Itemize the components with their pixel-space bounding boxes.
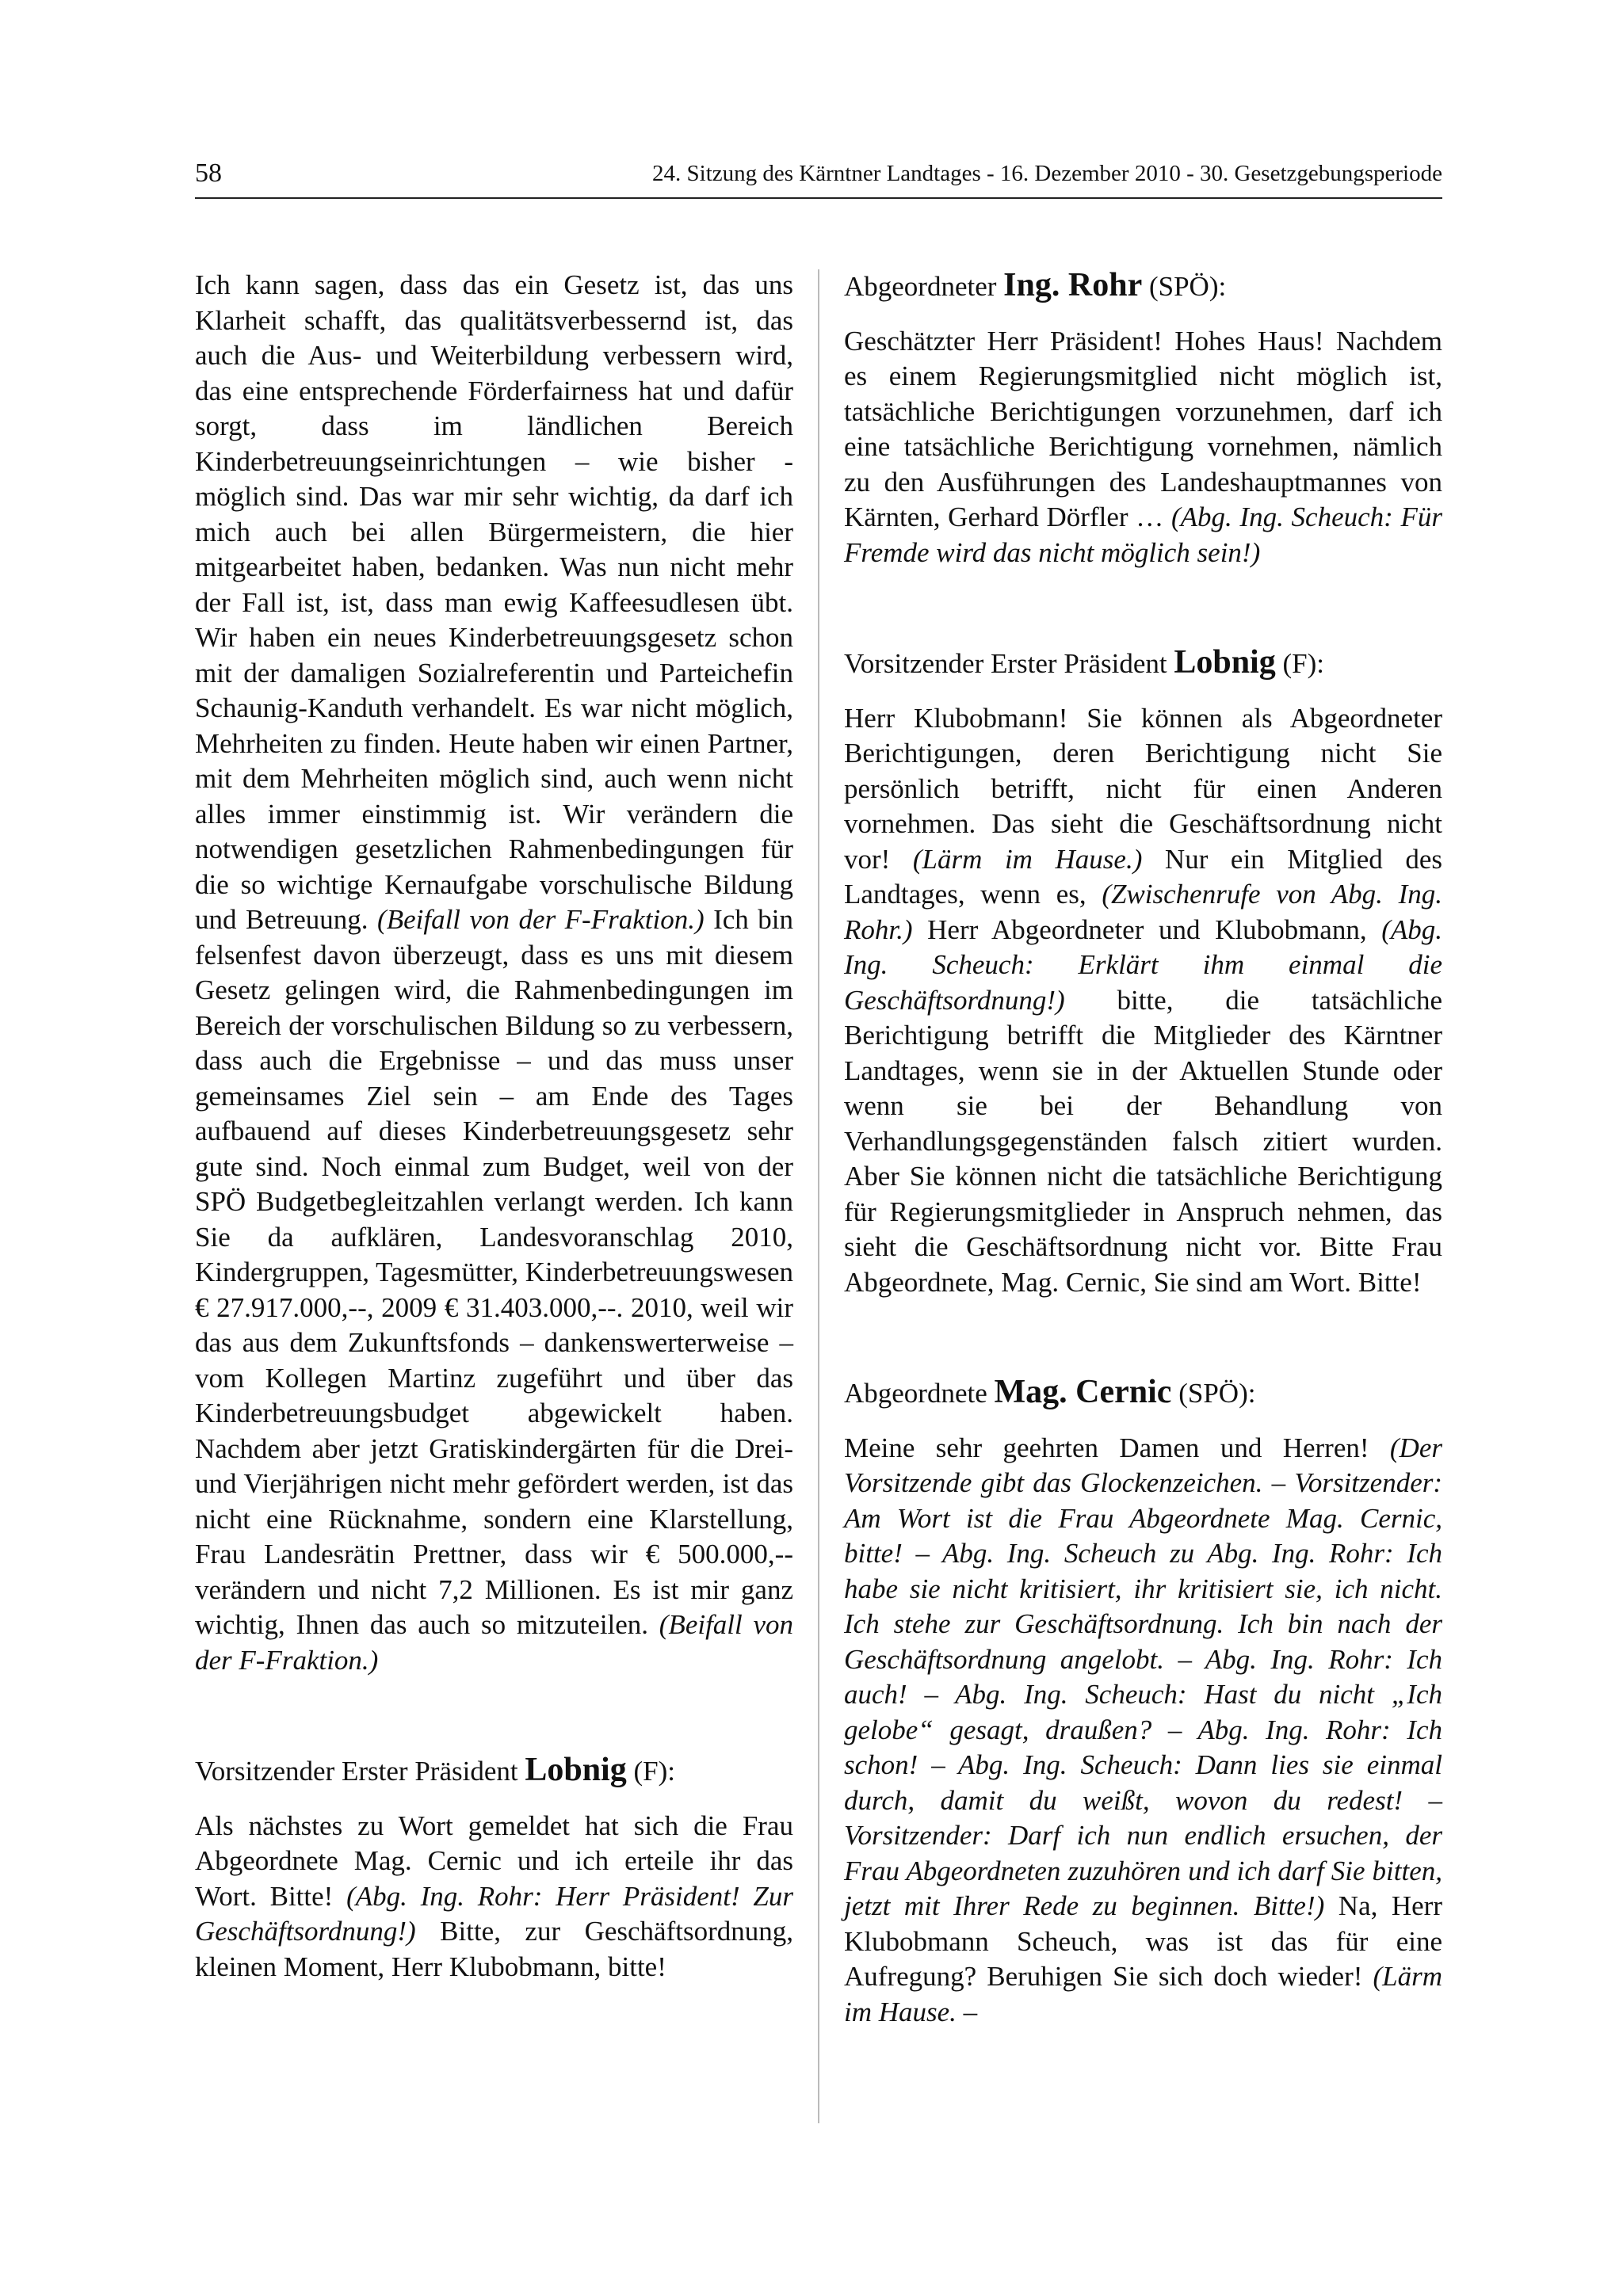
interjection: (Lärm im Hause.) (912, 843, 1143, 875)
interjection: (Der Vorsitzende gibt das Glockenzeichen. – Vorsitzender: Am Wort ist die Frau Abgeordnete Mag. Cernic, bitte! – Abg. Ing. Scheuch zu Abg. Ing. Rohr: Ich habe sie nicht kritisiert, ihr kritisiert sie, ich nicht. Ich stehe zur Geschäftsordnung. Ich bin nach der Geschäftsordnung angelobt. – Abg. Ing. Rohr: Ich auch! – Abg. Ing. Scheuch: Hast du nicht „Ich gelobe“ gesagt, draußen? – Abg. Ing. Rohr: Ich schon! – Abg. Ing. Scheuch: Dann lies sie einmal durch, damit du weißt, wovon du redest! – Vorsitzender: Darf ich nun endlich ersuchen, der Frau Abgeordneten zuzuhören und ich darf Sie bitten, jetzt mit Ihrer Rede zu beginnen. Bitte!) (844, 1432, 1442, 1921)
interjection: (Abg. Ing. Rohr: Herr Präsident! Zur Geschäftsordnung!) (195, 1880, 793, 1947)
speaker-name: Lobnig (525, 1752, 627, 1788)
speaker-party: (SPÖ): (1148, 271, 1227, 302)
interjection: (Lärm im Hause. – (844, 1961, 1443, 2027)
interjection: (Beifall von der F-Fraktion.) (377, 904, 705, 935)
interjection: (Abg. Ing. Scheuch: Erklärt ihm einmal die Geschäftsordnung!) (844, 913, 1442, 1016)
speaker-role: Vorsitzender Erster Präsident (195, 1756, 518, 1787)
speaker-party: (F): (1282, 648, 1324, 679)
speech-text: Ich kann sagen, dass das ein Gesetz ist, das uns Klarheit schafft, das qualitätsverbessernd ist, das auch die Aus- und Weiterbildung verbessern wird, das eine entsprechende Förderfairness hat und dafür sorgt, dass im ländlichen Bereich Kinderbetreuungseinrichtungen – wie bisher - möglich sind. Das war mir sehr wichtig, da darf ich mich auch bei allen Bürgermeistern, die hier mitgearbeitet haben, bedanken. Was nun nicht mehr der Fall ist, ist, dass man ewig Kaffeesudlesen übt. Wir haben ein neues Kinderbetreuungsgesetz schon mit der damaligen Sozialreferentin und Parteichefin Schaunig-Kanduth verhandelt. Es war nicht möglich, Mehrheiten zu finden. Heute haben wir einen Partner, mit dem Mehrheiten möglich sind, auch wenn nicht alles immer einstimmig ist. Wir verändern die notwendigen gesetzlichen Rahmenbedingungen für die so wichtige Kernaufgabe vorschulische Bildung und Betreuung. (195, 269, 793, 935)
speaker-role: Abgeordneter (844, 271, 997, 302)
speech-text: Na, Herr Klubobmann Scheuch, was ist das für eine Aufregung? Beruhigen Sie sich doch wieder! (844, 1890, 1442, 1992)
speech-paragraph (844, 701, 1442, 1301)
speech-paragraph (844, 1431, 1442, 2031)
speech-text: bitte, die tatsächliche Berichtigung betrifft die Mitglieder des Kärntner Landtages, wenn sie in der Aktuellen Stunde oder wenn sie bei der Behandlung von Verhandlungsgegenständen falsch zitiert wurden. Aber Sie können nicht die tatsächliche Berichtigung für Regierungsmitglieder in Anspruch nehmen, das sieht die Geschäftsordnung nicht vor. Bitte Frau Abgeordnete, Mag. Cernic, Sie sind am Wort. Bitte! (844, 984, 1443, 1298)
interjection: (Abg. Ing. Scheuch: Für Fremde wird das nicht möglich sein!) (844, 502, 1442, 568)
speech-text: Herr Klubobmann! Sie können als Abgeordneter Berichtigungen, deren Berichtigung nicht Sie persönlich betrifft, nicht für einen Anderen vornehmen. Das sieht die Geschäftsordnung nicht vor! (844, 702, 1442, 875)
speaker-heading (844, 1375, 1442, 1412)
speech-text: Herr Abgeordneter und Klubobmann, (927, 913, 1367, 945)
speaker-heading (844, 645, 1442, 682)
speech-paragraph (195, 268, 793, 1678)
interjection: (Zwischenrufe von Abg. Ing. Rohr.) (844, 879, 1443, 945)
speech-text: Ich bin felsenfest davon überzeugt, dass es uns mit diesem Gesetz gelingen wird, die Rahmenbedingungen im Bereich der vorschulischen Bildung so zu verbessern, dass auch die Ergebnisse – und das muss unser gemeinsames Ziel sein – am Ende des Tages aufbauend auf dieses Kinderbetreuungsgesetz sehr gute sind. Noch einmal zum Budget, weil von der SPÖ Budgetbegleitzahlen verlangt werden. Ich kann Sie da aufklären, Landesvoranschlag 2010, Kindergruppen, Tagesmütter, Kinderbetreuungswesen € 27.917.000,--, 2009 € 31.403.000,--. 2010, weil wir das aus dem Zukunftsfonds – dankenswerterweise – vom Kollegen Martinz zugeführt und über das Kinderbetreuungsbudget abgewickelt haben. Nachdem aber jetzt Gratiskindergärten für die Drei- und Vierjährigen nicht mehr gefördert werden, ist das nicht eine Rücknahme, sondern eine Klarstellung, Frau Landesrätin Prettner, dass wir € 500.000,-- verändern und nicht 7,2 Millionen. Es ist mir ganz wichtig, Ihnen das auch so mitzuteilen. (195, 904, 794, 1640)
speaker-party: (SPÖ): (1178, 1378, 1256, 1409)
speaker-name: Mag. Cernic (994, 1374, 1172, 1410)
speaker-role: Vorsitzender Erster Präsident (844, 648, 1167, 679)
speech-text: Geschätzter Herr Präsident! Hohes Haus! Nachdem es einem Regierungsmitglied nicht möglich ist, tatsächliche Berichtigungen vorzunehmen, darf ich eine tatsächliche Berichtigung vornehmen, nämlich zu den Ausführungen des Landeshauptmannes von Kärnten, Gerhard Dörfler … (844, 325, 1442, 532)
speech-text: Meine sehr geehrten Damen und Herren! (844, 1432, 1369, 1463)
right-column (844, 268, 1442, 2030)
left-column (195, 268, 793, 1985)
speaker-name: Ing. Rohr (1003, 267, 1143, 303)
speech-paragraph (195, 1809, 793, 1985)
speech-text: Bitte, zur Geschäftsordnung, kleinen Moment, Herr Klubobmann, bitte! (195, 1916, 794, 1982)
speaker-party: (F): (633, 1756, 675, 1787)
speaker-heading (195, 1753, 793, 1790)
speech-text: Als nächstes zu Wort gemeldet hat sich die Frau Abgeordnete Mag. Cernic und ich erteile ihr das Wort. Bitte! (195, 1810, 793, 1912)
speaker-name: Lobnig (1174, 644, 1276, 681)
speaker-heading (844, 268, 1442, 305)
running-title: 24. Sitzung des Kärntner Landtages - 16. Dezember 2010 - 30. Gesetzgebungsperiode (652, 161, 1442, 186)
speech-text: Nur ein Mitglied des Landtages, wenn es, (844, 843, 1442, 910)
interjection: (Beifall von der F-Fraktion.) (195, 1609, 793, 1676)
speaker-role: Abgeordnete (844, 1378, 987, 1409)
column-divider (818, 269, 819, 2123)
page-header (195, 156, 1442, 199)
speech-paragraph (844, 324, 1442, 571)
page-number: 58 (195, 158, 222, 188)
